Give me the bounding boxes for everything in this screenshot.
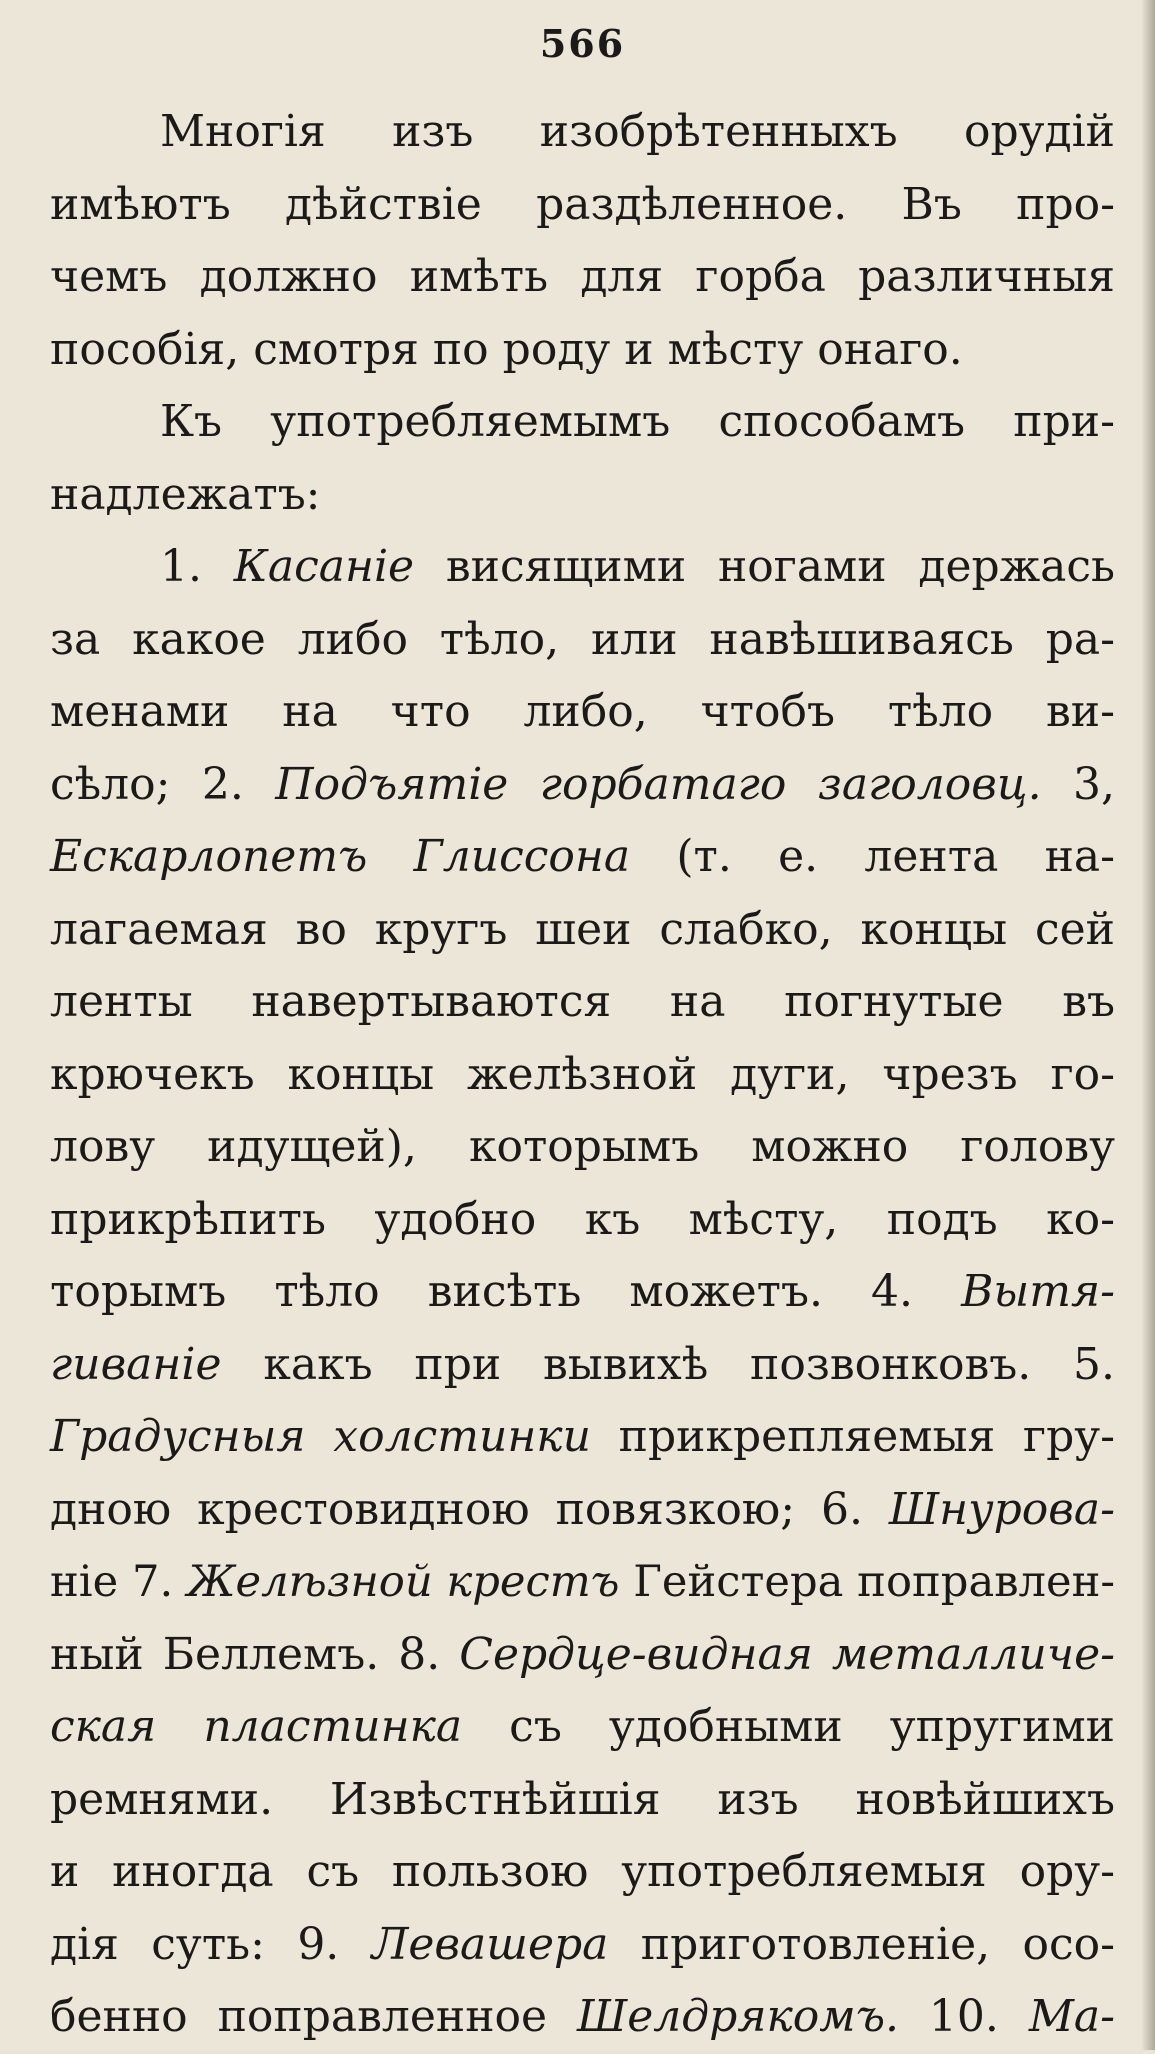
text-line [50, 821, 1115, 894]
text-run: и иногда съ пользою употребляемыя ору- [50, 1846, 1115, 1897]
text-run: чемъ должно имѣть для горба различныя [50, 251, 1115, 302]
text-line [50, 894, 1115, 967]
text-run: крючекъ концы желѣзной дуги, чрезъ го- [50, 1048, 1115, 1100]
text-line [50, 241, 1115, 314]
text-line [50, 604, 1115, 677]
italic-term: Сердце-видная металличе- [459, 1628, 1116, 1680]
page-number: 566 [539, 21, 626, 66]
text-run: сѣло; 2. [50, 758, 276, 810]
text-line [50, 1256, 1115, 1329]
text-line [50, 1184, 1115, 1257]
text-line [50, 96, 1115, 169]
text-line [50, 1764, 1115, 1837]
italic-term: Шелдрякомъ. [577, 1991, 900, 2042]
text-run: лову идущей), которымъ можно голову [50, 1121, 1115, 1172]
text-run: ніе 7. [50, 1557, 187, 1607]
text-run: приготовленіе, осо- [608, 1918, 1116, 1970]
italic-term: Ескарлопетъ Глиссона [50, 831, 631, 882]
italic-term: Ма- [1028, 1991, 1115, 2042]
italic-term: Шнурова- [888, 1483, 1115, 1535]
text-line [50, 531, 1115, 604]
text-run: прикрѣпить удобно къ мѣсту, подъ ко- [50, 1193, 1115, 1245]
text-line [50, 169, 1115, 242]
text-line [50, 459, 1115, 532]
text-run: лагаемая во кругъ шеи слабко, концы сей [50, 903, 1115, 955]
text-run: дною крестовидною повязкою; 6. [50, 1483, 889, 1535]
text-line [50, 1691, 1115, 1764]
italic-term: ская пластинка [50, 1701, 463, 1752]
text-line [50, 749, 1115, 822]
text-line [50, 1039, 1115, 1112]
italic-term: Левашера [371, 1918, 609, 1970]
italic-term: Вытя- [961, 1266, 1115, 1317]
text-line [50, 966, 1115, 1039]
text-run: ремнями. Извѣстнѣйшія изъ новѣйшихъ [50, 1773, 1115, 1825]
text-line [50, 1329, 1115, 1402]
text-run: надлежатъ: [50, 468, 321, 520]
text-run: ленты навертываются на погнутые въ [50, 976, 1115, 1027]
text-run: Къ употребляемымъ способамъ при- [160, 396, 1115, 447]
text-run: пособія, смотря по роду и мѣсту онаго. [50, 323, 963, 375]
text-line [50, 386, 1115, 459]
text-run: дія суть: 9. [50, 1918, 372, 1970]
text-run: какъ при вывихѣ позвонковъ. 5. [221, 1338, 1115, 1390]
text-run: съ удобными упругими [462, 1701, 1115, 1752]
italic-term: гиваніе [50, 1338, 222, 1390]
body-text [50, 96, 1115, 2054]
italic-term: Подъятіе горбатаго заголовц. [275, 758, 1042, 810]
text-run: менами на что либо, чтобъ тѣло ви- [50, 686, 1115, 737]
text-line [50, 1111, 1115, 1184]
text-run: имѣютъ дѣйствіе раздѣленное. Въ про- [50, 178, 1115, 230]
italic-term: Желѣзной крестъ [186, 1557, 620, 1607]
text-line [50, 314, 1115, 387]
text-run: ный Беллемъ. 8. [50, 1628, 460, 1680]
text-run: 1. [160, 541, 234, 592]
text-run: 10. [899, 1991, 1029, 2042]
text-run: 3, [1041, 758, 1115, 810]
text-run: Гейстера поправлен- [619, 1557, 1115, 1607]
text-run: висящими ногами держась [414, 541, 1116, 592]
text-line [50, 676, 1115, 749]
text-run: торымъ тѣло висѣть можетъ. 4. [50, 1266, 962, 1317]
text-run: за какое либо тѣло, или навѣшиваясь ра- [50, 613, 1115, 665]
italic-term: Градусныя холстинки [50, 1411, 591, 1462]
text-line [50, 1401, 1115, 1474]
text-line [50, 1836, 1115, 1909]
text-line [50, 1546, 1115, 1619]
text-run: (т. е. лента на- [630, 831, 1115, 882]
text-run: бенно поправленное [50, 1991, 577, 2042]
text-run: Многія изъ изобрѣтенныхъ орудій [160, 106, 1115, 157]
text-line [50, 1909, 1115, 1982]
text-run: прикрепляемыя гру- [590, 1411, 1116, 1462]
text-line [50, 1474, 1115, 1547]
italic-term: Каcаніе [233, 541, 415, 592]
text-line [50, 1619, 1115, 1692]
text-line [50, 1981, 1115, 2054]
